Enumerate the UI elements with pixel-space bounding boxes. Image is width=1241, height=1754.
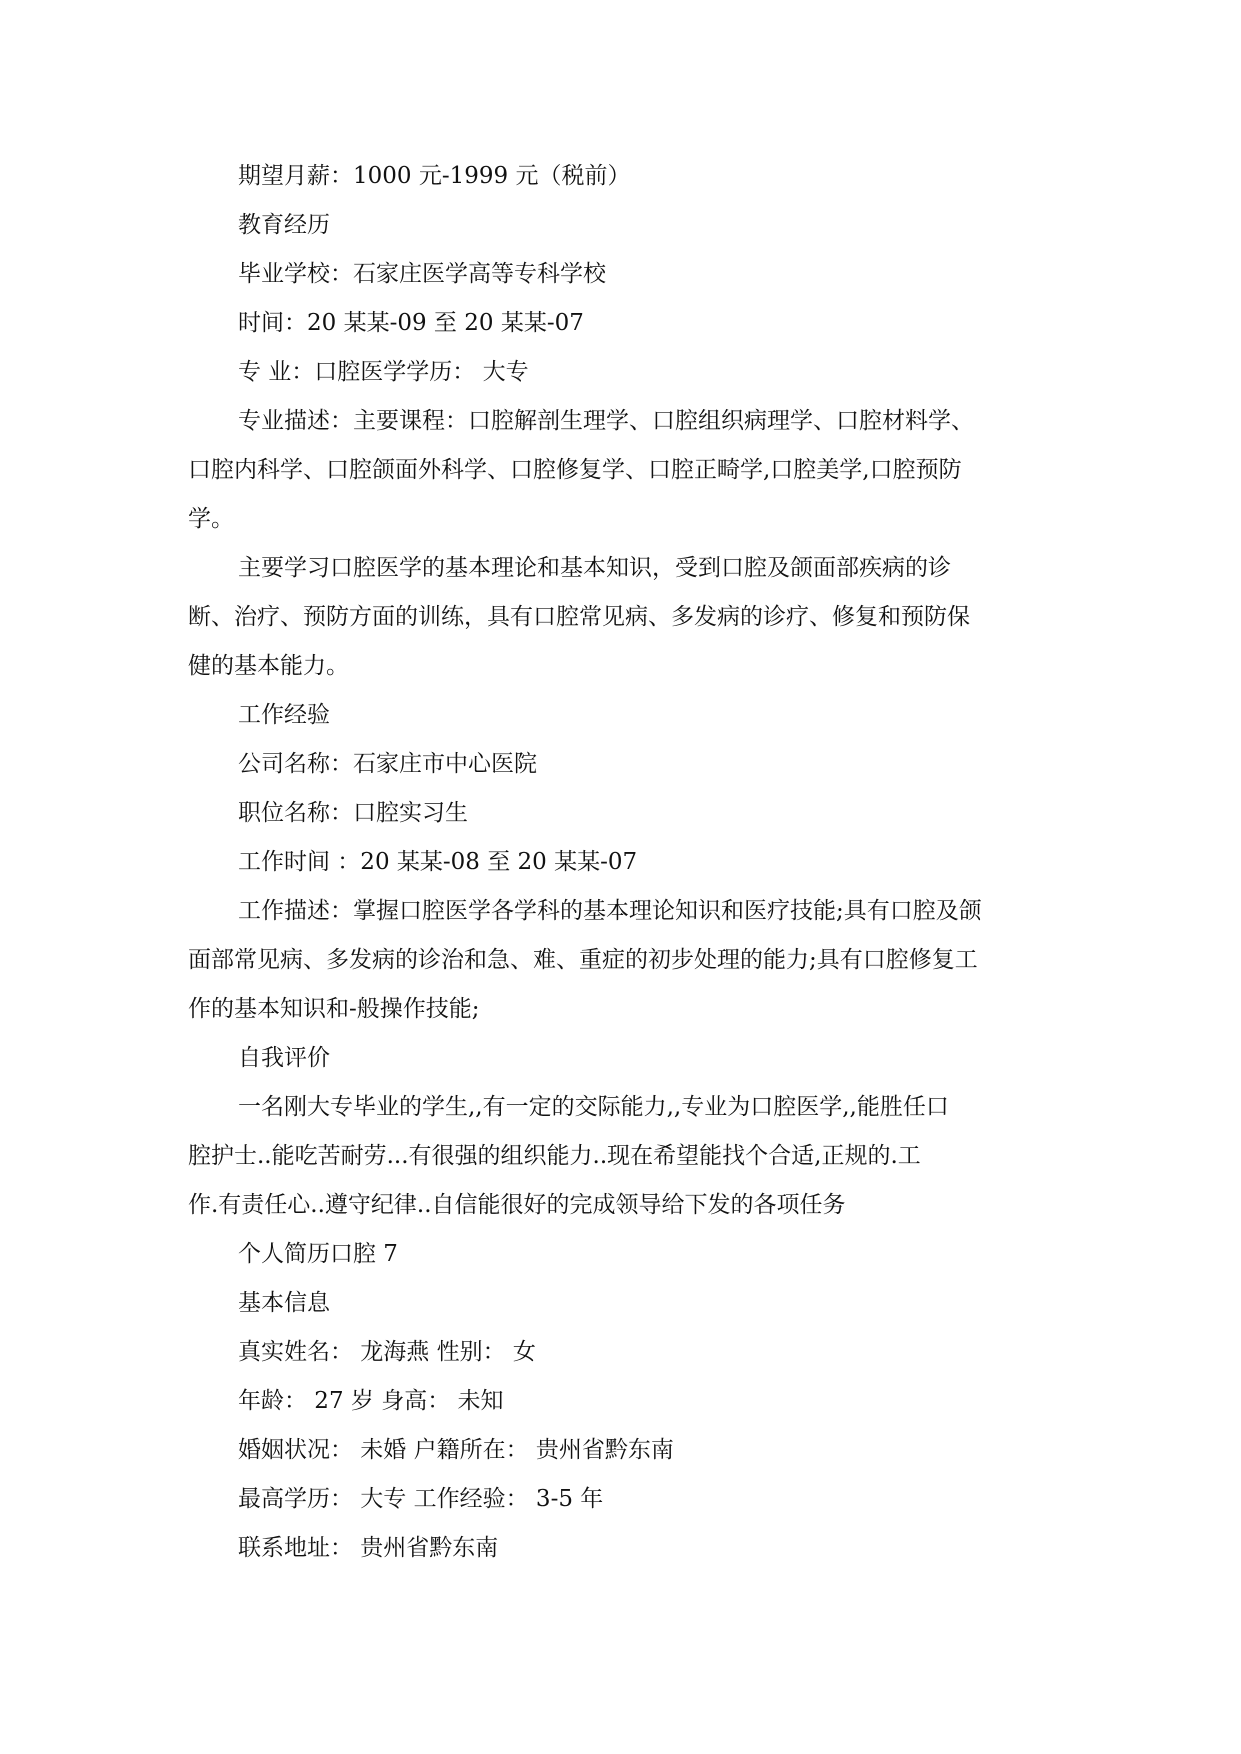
line-company-name: 公司名称：石家庄市中心医院 <box>238 751 537 777</box>
line-work-time: 工作时间 ：20 某某-08 至 20 某某-07 <box>238 849 638 875</box>
heading-resume-7: 个人简历口腔 7 <box>238 1241 398 1267</box>
line-major-description-end: 学。 <box>188 506 234 532</box>
line-education-time: 时间：20 某某-09 至 20 某某-07 <box>238 310 584 336</box>
line-work-description: 工作描述：掌握口腔医学各学科的基本理论知识和医疗技能;具有口腔及颌 <box>238 898 982 924</box>
document-body <box>188 152 1058 1573</box>
heading-self-evaluation: 自我评价 <box>238 1045 330 1071</box>
line-school: 毕业学校：石家庄医学高等专科学校 <box>238 261 606 287</box>
line-self-evaluation: 一名刚大专毕业的学生,,有一定的交际能力,,专业为口腔医学,,能胜任口 <box>238 1094 949 1120</box>
line-work-description-cont: 面部常见病、多发病的诊治和急、难、重症的初步处理的能力;具有口腔修复工 <box>188 947 978 973</box>
line-major-description: 专业描述：主要课程：口腔解剖生理学、口腔组织病理学、口腔材料学、 <box>238 408 974 434</box>
line-degree-experience: 最高学历： 大专 工作经验： 3-5 年 <box>238 1486 604 1512</box>
line-age-height: 年龄： 27 岁 身高： 未知 <box>238 1388 504 1414</box>
line-contact-address: 联系地址： 贵州省黔东南 <box>238 1535 499 1561</box>
heading-education: 教育经历 <box>238 212 330 238</box>
line-position-name: 职位名称：口腔实习生 <box>238 800 468 826</box>
line-self-evaluation-end: 作.有责任心..遵守纪律..自信能很好的完成领导给下发的各项任务 <box>188 1192 846 1218</box>
line-major-degree: 专 业：口腔医学学历： 大专 <box>238 359 529 385</box>
line-work-description-end: 作的基本知识和-般操作技能; <box>188 996 480 1022</box>
line-major-description-cont: 口腔内科学、口腔颌面外科学、口腔修复学、口腔正畸学,口腔美学,口腔预防 <box>188 457 962 483</box>
line-marital-hukou: 婚姻状况： 未婚 户籍所在： 贵州省黔东南 <box>238 1437 674 1463</box>
line-study-summary-cont: 断、治疗、预防方面的训练，具有口腔常见病、多发病的诊疗、修复和预防保 <box>188 604 970 630</box>
line-name-gender: 真实姓名： 龙海燕 性别： 女 <box>238 1339 536 1365</box>
heading-basic-info: 基本信息 <box>238 1290 330 1316</box>
line-study-summary-end: 健的基本能力。 <box>188 653 349 679</box>
line-expected-salary: 期望月薪：1000 元-1999 元（税前） <box>238 163 631 189</box>
line-self-evaluation-cont: 腔护士..能吃苦耐劳...有很强的组织能力..现在希望能找个合适,正规的.工 <box>188 1143 921 1169</box>
heading-work-experience: 工作经验 <box>238 702 330 728</box>
line-study-summary: 主要学习口腔医学的基本理论和基本知识，受到口腔及颌面部疾病的诊 <box>238 555 951 581</box>
